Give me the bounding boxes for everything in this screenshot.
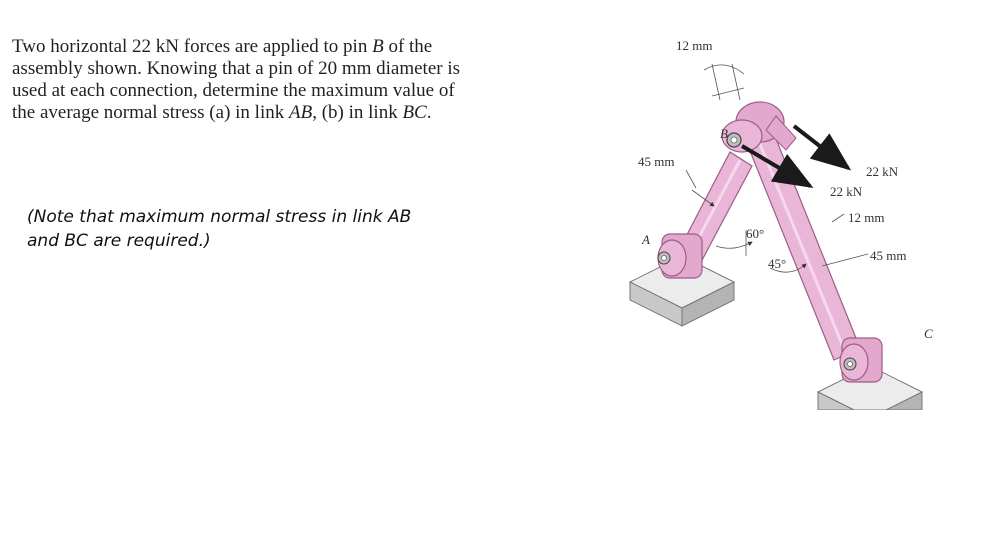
force-2-label: 22 kN (830, 184, 863, 199)
dim-45mm-left-leader (686, 170, 696, 188)
dim-12mm-right-label: 12 mm (848, 210, 885, 225)
link-bc-ref: BC (402, 102, 427, 123)
problem-line-4 (12, 102, 552, 124)
angle-60-arc (716, 242, 752, 248)
problem-text: . (426, 102, 432, 123)
point-a-label: A (642, 232, 650, 247)
assembly-diagram (600, 20, 994, 410)
problem-line-2: assembly shown. Knowing that a pin of 20 mm diameter is (12, 58, 461, 79)
problem-statement (12, 36, 552, 124)
problem-text: of the (383, 36, 433, 57)
dim-12mm-top-indicator (704, 64, 744, 100)
dim-45mm-right-label: 45 mm (870, 248, 907, 263)
problem-text: the average normal stress (a) in link (12, 102, 289, 123)
problem-line-3: used at each connection, determine the maximum value of (12, 80, 455, 101)
note-line-1: (Note that maximum normal stress in link AB (27, 207, 412, 227)
clevis-a (658, 234, 702, 278)
force-1-label: 22 kN (866, 164, 899, 179)
angle-60-label: 60° (746, 226, 765, 241)
pin-b (727, 133, 741, 147)
clevis-c (840, 338, 882, 382)
point-c-label: C (924, 326, 933, 341)
dim-12mm-top-label: 12 mm (676, 38, 713, 53)
assembly-figure (600, 20, 994, 410)
problem-text: Two horizontal 22 kN forces are applied to pin (12, 36, 373, 57)
dim-12mm-right-leader (832, 214, 844, 222)
point-b-label: B (720, 126, 728, 141)
link-ab-ref: AB (288, 102, 313, 123)
problem-text: , (b) in link (312, 102, 403, 123)
force-arrow-1 (794, 126, 848, 168)
problem-line-1 (12, 36, 552, 58)
dim-45mm-left-label: 45 mm (638, 154, 675, 169)
angle-45-label: 45° (768, 256, 787, 271)
pin-b-ref: B (372, 36, 384, 57)
dim-45mm-right-leader (822, 254, 868, 266)
note-line-2: and BC are required.) (27, 231, 211, 251)
note (27, 205, 507, 253)
